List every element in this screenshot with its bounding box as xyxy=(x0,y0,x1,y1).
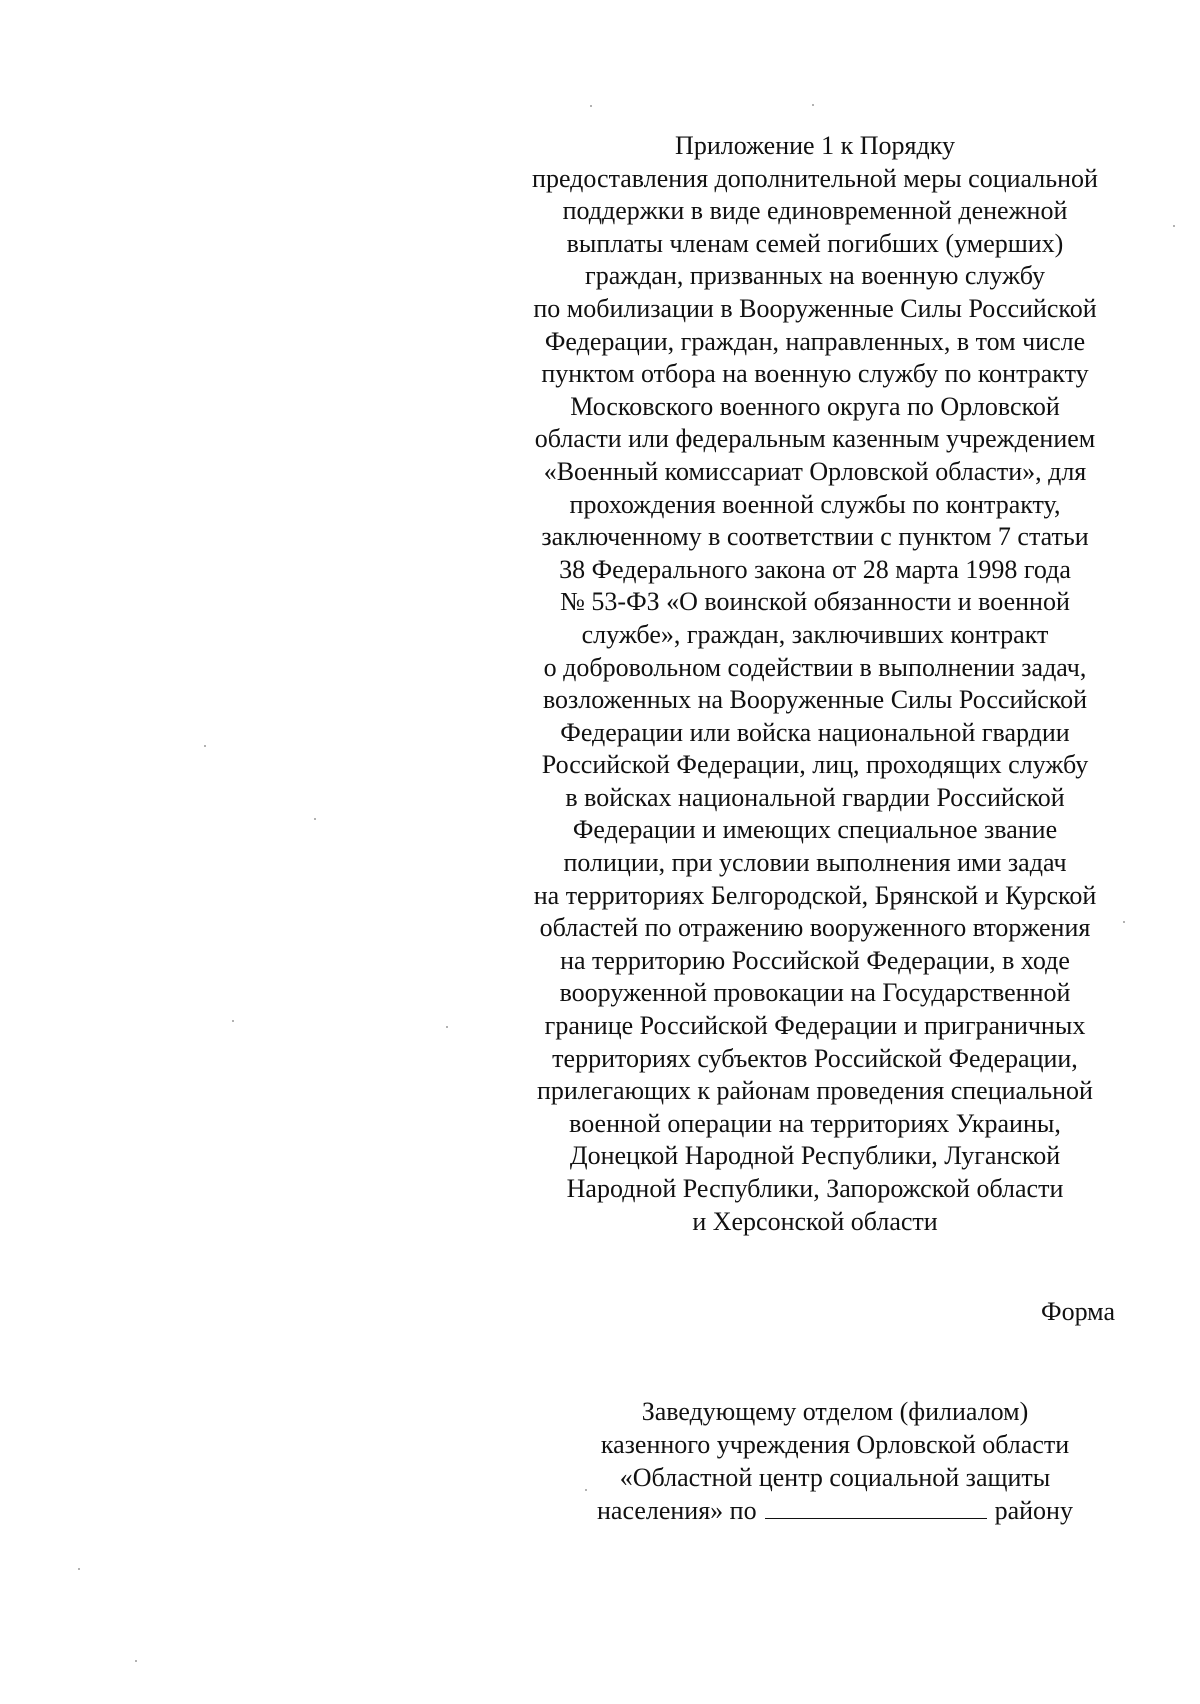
appendix-line: Российской Федерации, лиц, проходящих службу xyxy=(541,750,1089,780)
appendix-line: и Херсонской области xyxy=(692,1206,938,1236)
appendix-line: Московского военного округа по Орловской xyxy=(570,391,1060,421)
appendix-line: военной операции на территориях Украины, xyxy=(569,1108,1061,1138)
scan-speck xyxy=(1123,921,1125,923)
form-label: Форма xyxy=(1041,1297,1115,1326)
appendix-line: полиции, при условии выполнения ими задач xyxy=(563,848,1067,878)
appendix-line: Федерации или войска национальной гвардии xyxy=(560,717,1070,747)
addressee-line: Заведующему отделом (филиалом) xyxy=(641,1397,1029,1426)
addressee-line: казенного учреждения Орловской области xyxy=(600,1430,1070,1459)
scan-speck xyxy=(446,1026,448,1028)
addressee-line-end: району xyxy=(994,1496,1073,1525)
appendix-line: № 53-ФЗ «О воинской обязанности и военной xyxy=(560,587,1070,617)
appendix-line: пунктом отбора на военную службу по контракту xyxy=(541,359,1089,389)
appendix-line: «Военный комиссариат Орловской области», для xyxy=(543,456,1087,486)
appendix-line: Приложение 1 к Порядку xyxy=(675,131,955,160)
scan-speck xyxy=(812,104,814,106)
appendix-line: Федерации, граждан, направленных, в том числе xyxy=(544,326,1086,356)
appendix-line: в войсках национальной гвардии Российской xyxy=(565,782,1065,812)
appendix-line: на территорию Российской Федерации, в ходе xyxy=(560,945,1070,975)
appendix-line: возложенных на Вооруженные Силы Российской xyxy=(542,685,1088,715)
appendix-line: Народной Республики, Запорожской области xyxy=(566,1174,1064,1203)
appendix-line: вооруженной провокации на Государственной xyxy=(559,978,1071,1008)
appendix-line: поддержки в виде единовременной денежной xyxy=(562,196,1068,226)
appendix-line: граждан, призванных на военную службу xyxy=(585,261,1045,291)
scan-speck xyxy=(590,105,592,107)
scan-speck xyxy=(232,1020,234,1022)
appendix-line: Федерации и имеющих специальное звание xyxy=(572,815,1058,845)
addressee-line-start: населения» по xyxy=(597,1496,757,1525)
appendix-line: выплаты членам семей погибших (умерших) xyxy=(566,228,1064,258)
appendix-line: по мобилизации в Вооруженные Силы Российской xyxy=(533,293,1097,323)
appendix-line: предоставления дополнительной меры социальной xyxy=(532,163,1098,193)
appendix-line: прохождения военной службы по контракту, xyxy=(569,489,1061,519)
appendix-line: Донецкой Народной Республики, Луганской xyxy=(569,1141,1061,1171)
district-blank-field[interactable] xyxy=(765,1496,987,1519)
appendix-line: на территориях Белгородской, Брянской и Курской xyxy=(533,880,1097,910)
appendix-line: заключенному в соответствии с пунктом 7 статьи xyxy=(541,522,1089,552)
scan-speck xyxy=(78,1568,80,1570)
addressee-block xyxy=(560,1395,1110,1527)
scan-speck xyxy=(314,818,316,820)
addressee-district-line xyxy=(560,1494,1110,1527)
scan-speck xyxy=(585,1489,587,1491)
scan-speck xyxy=(135,1660,137,1662)
addressee-line: «Областной центр социальной защиты xyxy=(619,1463,1051,1492)
appendix-line: границе Российской Федерации и приграничных xyxy=(544,1011,1086,1041)
appendix-line: о добровольном содействии в выполнении задач, xyxy=(543,652,1087,682)
appendix-line: 38 Федерального закона от 28 марта 1998 года xyxy=(559,554,1071,584)
appendix-line: областей по отражению вооруженного вторжения xyxy=(539,913,1091,943)
scan-speck xyxy=(204,745,206,747)
appendix-line: территориях субъектов Российской Федерации, xyxy=(552,1043,1078,1073)
scan-speck xyxy=(1173,225,1175,227)
appendix-line: области или федеральным казенным учреждением xyxy=(534,424,1096,454)
appendix-line: службе», граждан, заключивших контракт xyxy=(581,619,1049,649)
appendix-header xyxy=(490,130,1140,1238)
appendix-line: прилегающих к районам проведения специальной xyxy=(537,1076,1093,1106)
